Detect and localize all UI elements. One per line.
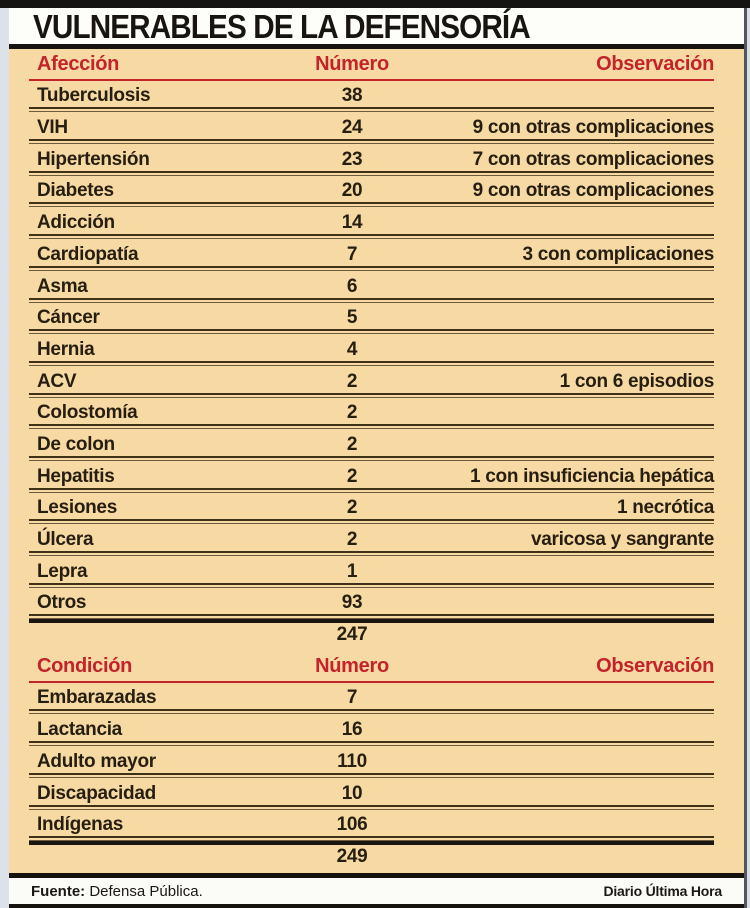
condition-cell: VIH <box>37 117 68 139</box>
condition-cell: De colon <box>37 433 115 455</box>
footer-band <box>9 878 744 904</box>
column-header-row <box>29 49 714 81</box>
count-cell: 1 <box>346 560 358 582</box>
table-row <box>29 683 714 715</box>
count-cell: 2 <box>346 433 358 455</box>
column-header-condition: Condición <box>37 654 133 677</box>
table-row <box>29 81 714 113</box>
total-value: 247 <box>336 624 368 646</box>
infographic-title: VULNERABLES DE LA DEFENSORÍA <box>33 7 530 45</box>
table-row <box>29 144 714 176</box>
condition-cell: Indígenas <box>37 814 123 836</box>
left-scan-edge <box>0 8 9 908</box>
table-row <box>29 461 714 493</box>
table-row <box>29 493 714 525</box>
table-row <box>29 271 714 303</box>
table-row <box>29 429 714 461</box>
condition-cell: Lactancia <box>37 719 122 741</box>
condition-cell: Cardiopatía <box>37 243 139 265</box>
condition-cell: Hipertensión <box>37 148 150 170</box>
condition-cell: Adulto mayor <box>37 750 156 772</box>
observation-cell: 1 con insuficiencia hepática <box>470 465 714 487</box>
column-header-number: Número <box>315 654 389 677</box>
count-cell: 14 <box>341 212 363 234</box>
table-row <box>29 588 714 620</box>
count-cell: 2 <box>346 370 358 392</box>
condition-cell: Asma <box>37 275 88 297</box>
table-row <box>29 366 714 398</box>
table-row <box>29 524 714 556</box>
count-cell: 5 <box>346 307 358 329</box>
newspaper-credit: Diario Última Hora <box>603 883 722 899</box>
count-cell: 7 <box>346 687 358 709</box>
condition-cell: ACV <box>37 370 77 392</box>
observation-cell: varicosa y sangrante <box>530 529 714 550</box>
title-band <box>9 8 744 44</box>
table-row <box>29 714 714 746</box>
condition-cell: Otros <box>37 592 87 614</box>
table-row <box>29 746 714 778</box>
count-cell: 2 <box>346 497 358 519</box>
source-credit <box>31 883 203 900</box>
condition-cell: Discapacidad <box>37 782 156 804</box>
condition-cell: Hepatitis <box>37 465 115 487</box>
column-header-observation: Observación <box>596 654 714 677</box>
content <box>9 8 744 908</box>
table-row <box>29 398 714 430</box>
count-cell: 7 <box>346 243 358 265</box>
count-cell: 24 <box>341 117 363 139</box>
column-header-condition: Afección <box>37 52 120 75</box>
count-cell: 2 <box>346 465 358 487</box>
table-area <box>9 49 744 873</box>
table-row <box>29 778 714 810</box>
count-cell: 110 <box>337 750 367 772</box>
count-cell: 20 <box>341 180 363 202</box>
count-cell: 10 <box>341 782 363 804</box>
total-row <box>29 841 714 873</box>
table-row <box>29 810 714 842</box>
count-cell: 38 <box>341 85 363 107</box>
count-cell: 106 <box>336 814 368 836</box>
table-row <box>29 556 714 588</box>
condition-cell: Colostomía <box>37 402 138 424</box>
condition-cell: Tuberculosis <box>37 85 151 107</box>
total-value: 249 <box>336 845 368 867</box>
total-row <box>29 619 714 651</box>
bottom-black-bar <box>9 904 744 908</box>
count-cell: 4 <box>346 338 358 360</box>
observation-cell: 3 con complicaciones <box>522 243 714 265</box>
condition-cell: Adicción <box>37 212 115 234</box>
condition-cell: Embarazadas <box>37 687 157 709</box>
condition-cell: Lesiones <box>37 497 117 519</box>
column-header-observation: Observación <box>596 52 714 75</box>
observation-cell: 1 necrótica <box>616 497 714 519</box>
table-row <box>29 207 714 239</box>
source-label: Fuente: <box>31 882 86 900</box>
count-cell: 16 <box>341 719 363 741</box>
source-value: Defensa Pública. <box>89 882 203 900</box>
count-cell: 93 <box>341 592 363 614</box>
observation-cell: 7 con otras complicaciones <box>472 148 714 170</box>
count-cell: 6 <box>346 275 358 297</box>
condition-cell: Cáncer <box>37 307 100 329</box>
right-scan-edge <box>744 8 750 908</box>
observation-cell: 9 con otras complicaciones <box>472 180 714 202</box>
count-cell: 2 <box>346 529 358 550</box>
table-row <box>29 303 714 335</box>
condition-cell: Lepra <box>37 560 88 582</box>
top-black-bar <box>0 0 750 8</box>
observation-cell: 9 con otras complicaciones <box>472 117 714 139</box>
table-row <box>29 112 714 144</box>
column-header-row <box>29 651 714 683</box>
table-row <box>29 239 714 271</box>
observation-cell: 1 con 6 episodios <box>559 370 714 392</box>
condition-cell: Úlcera <box>37 529 94 550</box>
count-cell: 2 <box>346 402 358 424</box>
count-cell: 23 <box>341 148 363 170</box>
table-row <box>29 176 714 208</box>
column-header-number: Número <box>315 52 389 75</box>
condition-cell: Hernia <box>37 338 95 360</box>
table-row <box>29 334 714 366</box>
condition-cell: Diabetes <box>37 180 114 202</box>
